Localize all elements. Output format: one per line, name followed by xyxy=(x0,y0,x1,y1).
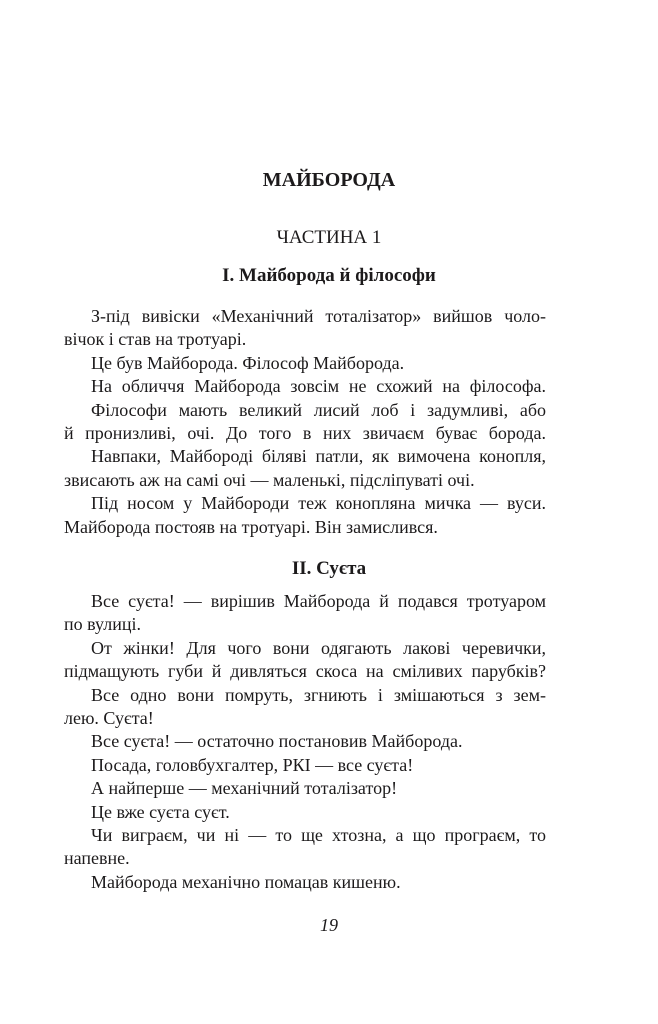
text-line: напевне. xyxy=(64,848,130,869)
section-body xyxy=(64,590,546,894)
paragraph xyxy=(64,777,546,800)
text-line: Під носом у Майбороди теж конопляна мичка — вуси. xyxy=(91,493,546,514)
text-line: Філософи мають великий лисий лоб і задумливі, або xyxy=(91,399,546,420)
paragraph xyxy=(64,590,546,637)
text-line: Майборода постояв на тротуарі. Він замислився. xyxy=(64,516,438,537)
paragraph xyxy=(64,352,546,375)
text-line: Все суєта! — вирішив Майборода й подався тротуаром xyxy=(91,591,546,611)
section-heading: I. Майборода й філософи xyxy=(222,265,436,286)
text-line: Все суєта! — остаточно постановив Майборода. xyxy=(91,731,463,752)
text-line: підмащують губи й дивляться скоса на сміливих парубків? xyxy=(64,661,546,682)
chapter-title: МАЙБОРОДА xyxy=(262,169,396,191)
paragraph xyxy=(64,637,546,684)
section-heading: II. Суєта xyxy=(291,558,367,579)
text-line: На обличчя Майборода зовсім не схожий на філософа. xyxy=(91,376,546,397)
text-line: вічок і став на тротуарі. xyxy=(64,329,247,350)
paragraph xyxy=(64,730,546,753)
text-line: Все одно вони помруть, згниють і змішаються з зем- xyxy=(91,684,546,705)
text-line: й пронизливі, очі. До того в них звичаєм буває борода. xyxy=(64,422,546,443)
paragraph xyxy=(64,754,546,777)
paragraph xyxy=(64,824,546,871)
text-line: Це вже суєта суєт. xyxy=(91,801,230,822)
text-line: лею. Суєта! xyxy=(64,707,154,728)
paragraph xyxy=(64,684,546,731)
paragraph xyxy=(64,305,546,352)
paragraph xyxy=(64,399,546,446)
text-line: От жінки! Для чого вони одягають лакові черевички, xyxy=(91,637,546,658)
text-line: Це був Майборода. Філософ Майборода. xyxy=(91,352,405,373)
text-line: звисають аж на самі очі — маленькі, підсліпуваті очі. xyxy=(64,469,475,490)
paragraph xyxy=(64,801,546,824)
part-title: ЧАСТИНА 1 xyxy=(276,227,382,248)
text-line: по вулиці. xyxy=(64,614,141,635)
text-line: Чи виграєм, чи ні — то ще хтозна, а що програєм, то xyxy=(91,824,546,845)
paragraph xyxy=(64,445,546,492)
text-line: Навпаки, Майбороді біляві патли, як вимочена конопля, xyxy=(91,446,546,467)
text-line: Майборода механічно помацав кишеню. xyxy=(91,871,401,892)
paragraph xyxy=(64,375,546,398)
page-number: 19 xyxy=(320,915,338,935)
text-line: А найперше — механічний тоталізатор! xyxy=(91,778,398,799)
section-body xyxy=(64,305,546,539)
paragraph xyxy=(64,871,546,894)
text-line: З-під вивіски «Механічний тоталізатор» вийшов чоло- xyxy=(91,306,546,326)
text-line: Посада, головбухгалтер, РКІ — все суєта! xyxy=(91,754,414,775)
paragraph xyxy=(64,492,546,539)
